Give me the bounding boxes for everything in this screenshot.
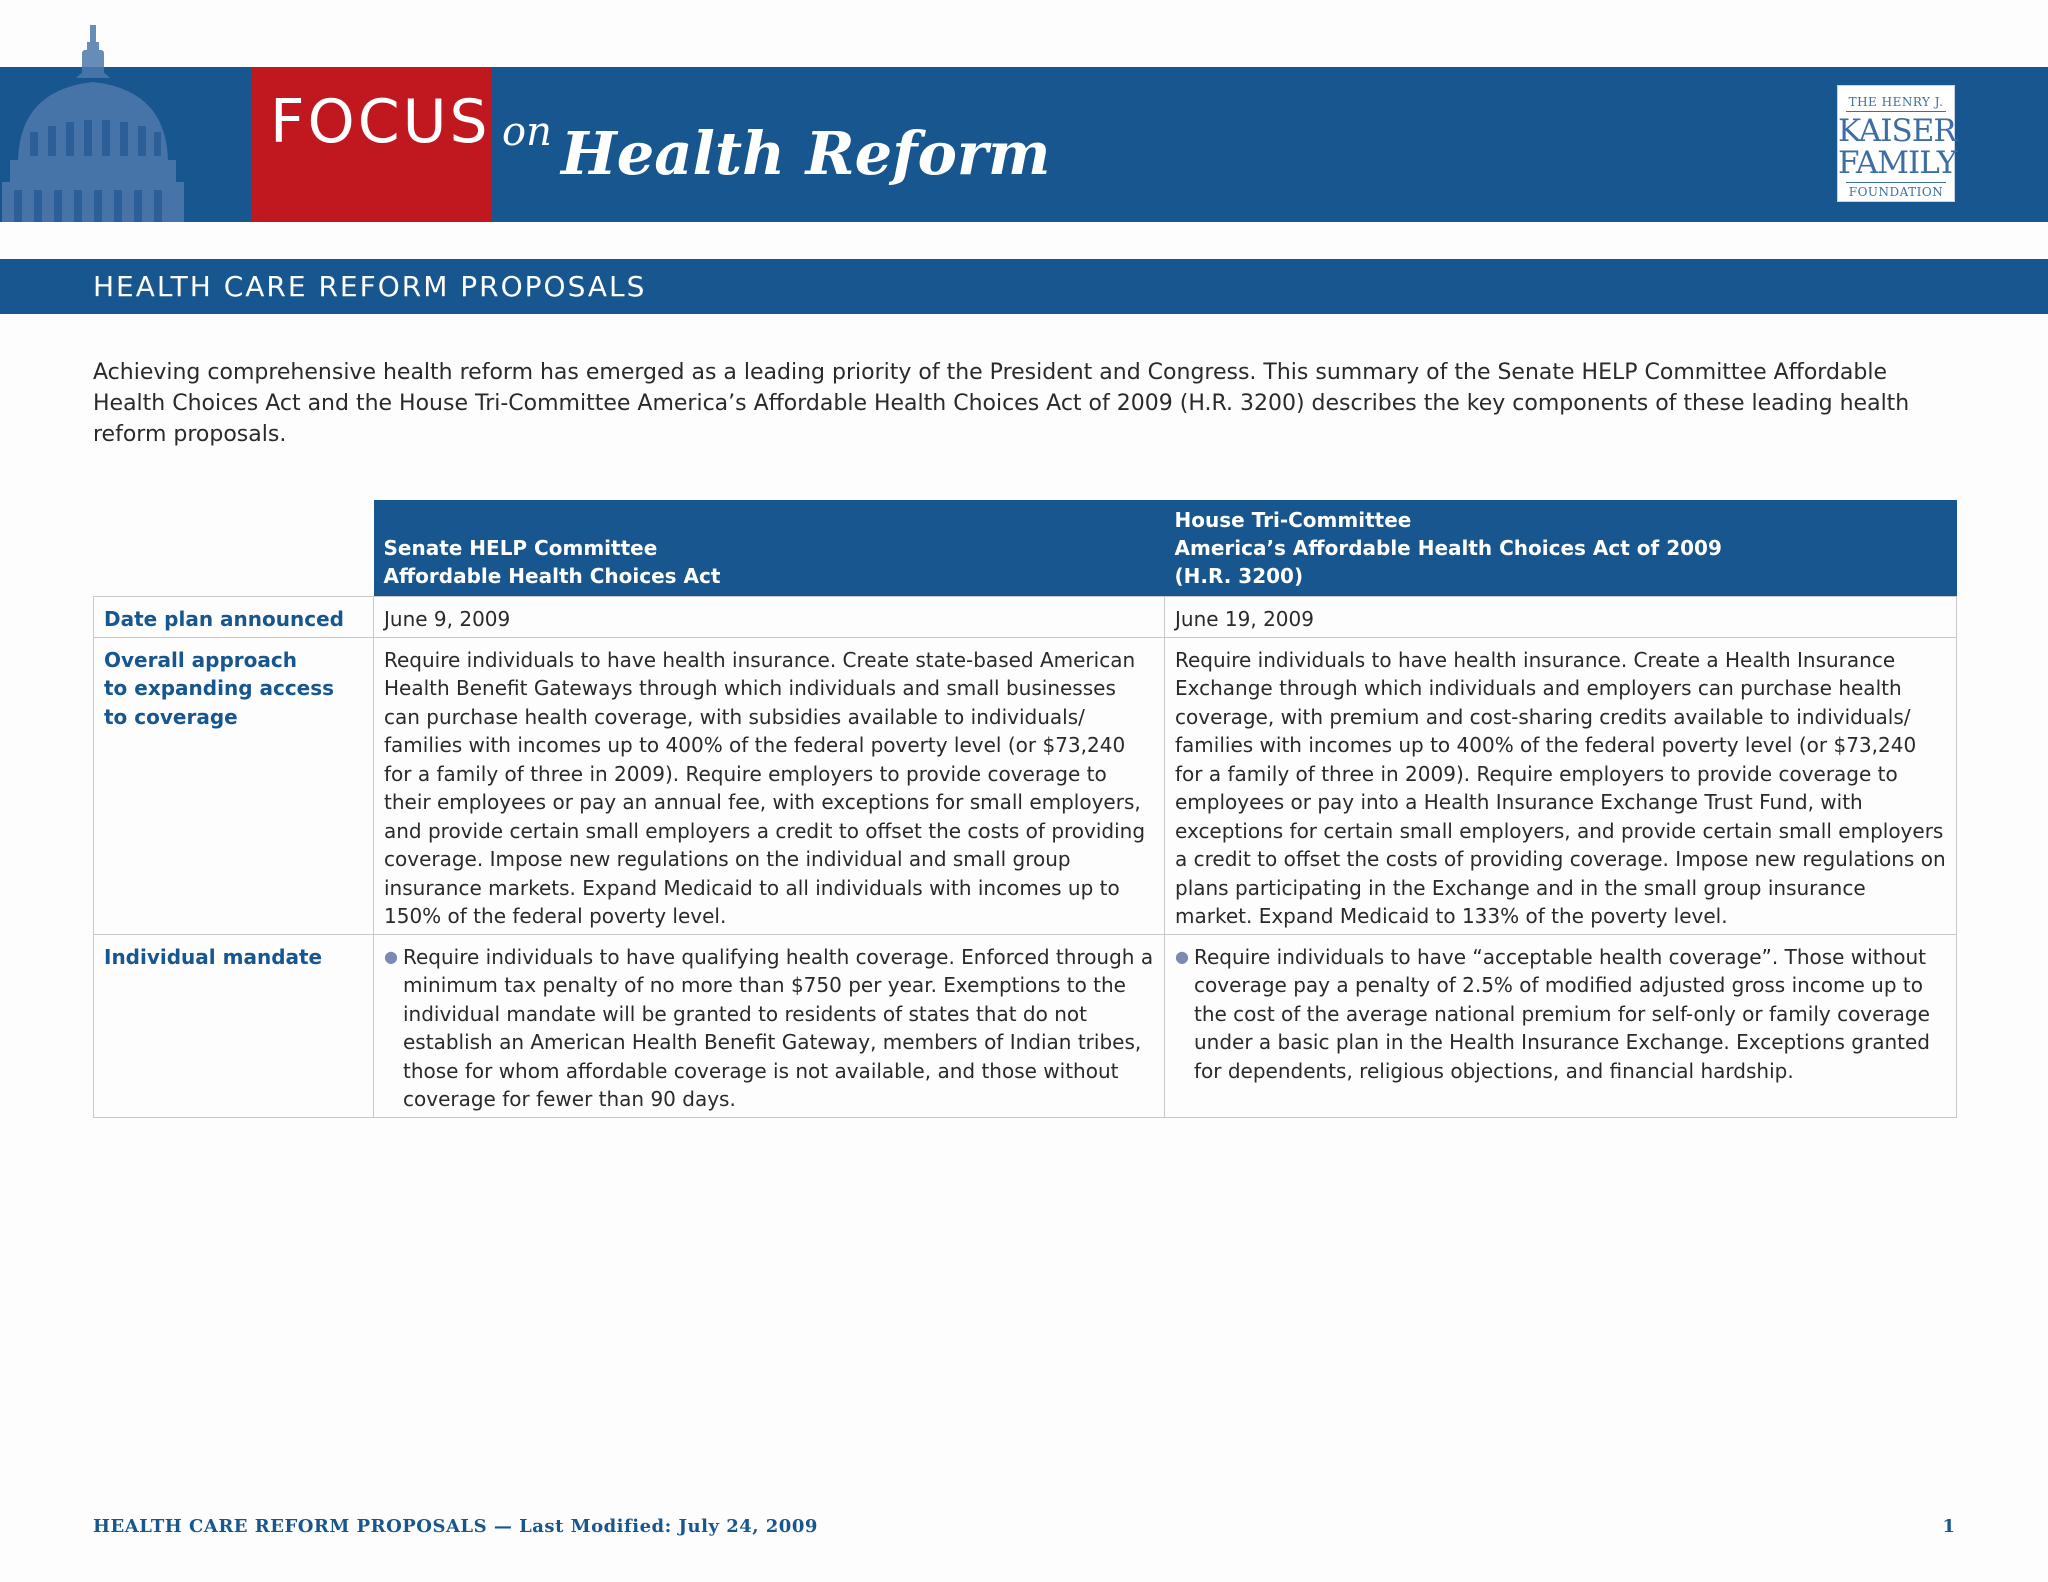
row-label-line: Overall approach	[104, 647, 297, 672]
table-corner-cell	[94, 500, 374, 597]
table-header-row	[94, 500, 1957, 597]
bullet-item	[384, 943, 1154, 1114]
logo-line-family: FAMILY	[1838, 145, 1957, 181]
health-reform-wordmark: Health Reform	[561, 119, 1051, 188]
column-header-line: House Tri-Committee	[1174, 508, 1412, 532]
table-row-overall-approach	[94, 637, 1957, 934]
bullet-text: Require individuals to have “acceptable health coverage”. Those without coverage pay a penalty of 2.5% of modified adjusted gross income up to the cost of the average national premium for self-only or family coverage under a basic plan in the Health Insurance Exchange. Exceptions granted for dependents, religious objections, and financial hardship.	[1194, 944, 1930, 1083]
logo-rule-bottom	[1846, 182, 1946, 183]
column-header-line: (H.R. 3200)	[1174, 564, 1304, 588]
column-header-line: America’s Affordable Health Choices Act of 2009	[1174, 536, 1722, 560]
logo-line-foundation: FOUNDATION	[1848, 185, 1944, 199]
logo-line-kaiser: KAISER	[1838, 113, 1956, 149]
on-wordmark: on	[502, 109, 552, 155]
kaiser-family-foundation-logo[interactable]	[1837, 85, 1955, 202]
focus-wordmark: FOCUS	[270, 87, 491, 157]
row-label	[94, 934, 374, 1117]
footer-document-title: HEALTH CARE REFORM PROPOSALS — Last Modified: July 24, 2009	[93, 1516, 818, 1537]
bullet-dot-icon: ●	[384, 946, 398, 966]
house-cell: Require individuals to have health insurance. Create a Health Insurance Exchange through which individuals and employers can purchase health coverage, with premium and cost-sharing credits available to individuals/ families with incomes up to 400% of the federal poverty level (or $73,240 for a family of three in 2009). Require employers to provide coverage to employees or pay into a Health Insurance Exchange Trust Fund, with exceptions for certain small employers, and provide certain small employers a credit to offset the costs of providing coverage. Impose new regulations on plans participating in the Exchange and in the small group insurance market. Expand Medicaid to 133% of the poverty level.	[1165, 637, 1957, 934]
row-label	[94, 597, 374, 638]
senate-cell: June 9, 2009	[374, 597, 1165, 638]
column-header-line: Affordable Health Choices Act	[383, 564, 721, 588]
table-row-individual-mandate	[94, 934, 1957, 1117]
page-number: 1	[1942, 1516, 1955, 1537]
bullet-item	[1175, 943, 1946, 1086]
logo-line-henry: THE HENRY J.	[1848, 95, 1944, 109]
bullet-dot-icon: ●	[1175, 946, 1189, 966]
senate-cell	[374, 934, 1165, 1117]
row-label-line: Date plan announced	[104, 607, 344, 631]
row-label-line: Individual mandate	[104, 944, 323, 969]
logo-rule-top	[1846, 111, 1946, 112]
row-label-line: to coverage	[104, 704, 238, 729]
row-label-line: to expanding access	[104, 676, 335, 700]
section-title: HEALTH CARE REFORM PROPOSALS	[93, 270, 647, 303]
house-cell: June 19, 2009	[1165, 597, 1957, 638]
table-row-date-announced	[94, 597, 1957, 638]
bullet-text: Require individuals to have qualifying health coverage. Enforced through a minimum tax penalty of no more than $750 per year. Exemptions to the individual mandate will be granted to residents of states that do not establish an American Health Benefit Gateway, members of Indian tribes, those for whom affordable coverage is not available, and those without coverage for fewer than 90 days.	[403, 944, 1154, 1111]
row-label	[94, 637, 374, 934]
senate-cell: Require individuals to have health insurance. Create state-based American Health Benefit Gateways through which individuals and small businesses can purchase health coverage, with subsidies available to individuals/ families with incomes up to 400% of the federal poverty level (or $73,240 for a family of three in 2009). Require employers to provide coverage to their employees or pay an annual fee, with exceptions for small employers, and provide certain small employers a credit to offset the costs of providing coverage. Impose new regulations on the individual and small group insurance markets. Expand Medicaid to all individuals with incomes up to 150% of the federal poverty level.	[374, 637, 1165, 934]
intro-paragraph: Achieving comprehensive health reform has emerged as a leading priority of the President and Congress. This summary of the Senate HELP Committee Affordable Health Choices Act and the House Tri-Committee America’s Affordable Health Choices Act of 2009 (H.R. 3200) describes the key components of these leading health reform proposals.	[93, 360, 1910, 447]
house-cell	[1165, 934, 1957, 1117]
comparison-table	[93, 500, 1957, 1118]
column-header-house	[1165, 500, 1957, 597]
column-header-senate	[374, 500, 1165, 597]
capitol-dome-icon	[0, 20, 250, 222]
column-header-line: Senate HELP Committee	[383, 536, 658, 560]
